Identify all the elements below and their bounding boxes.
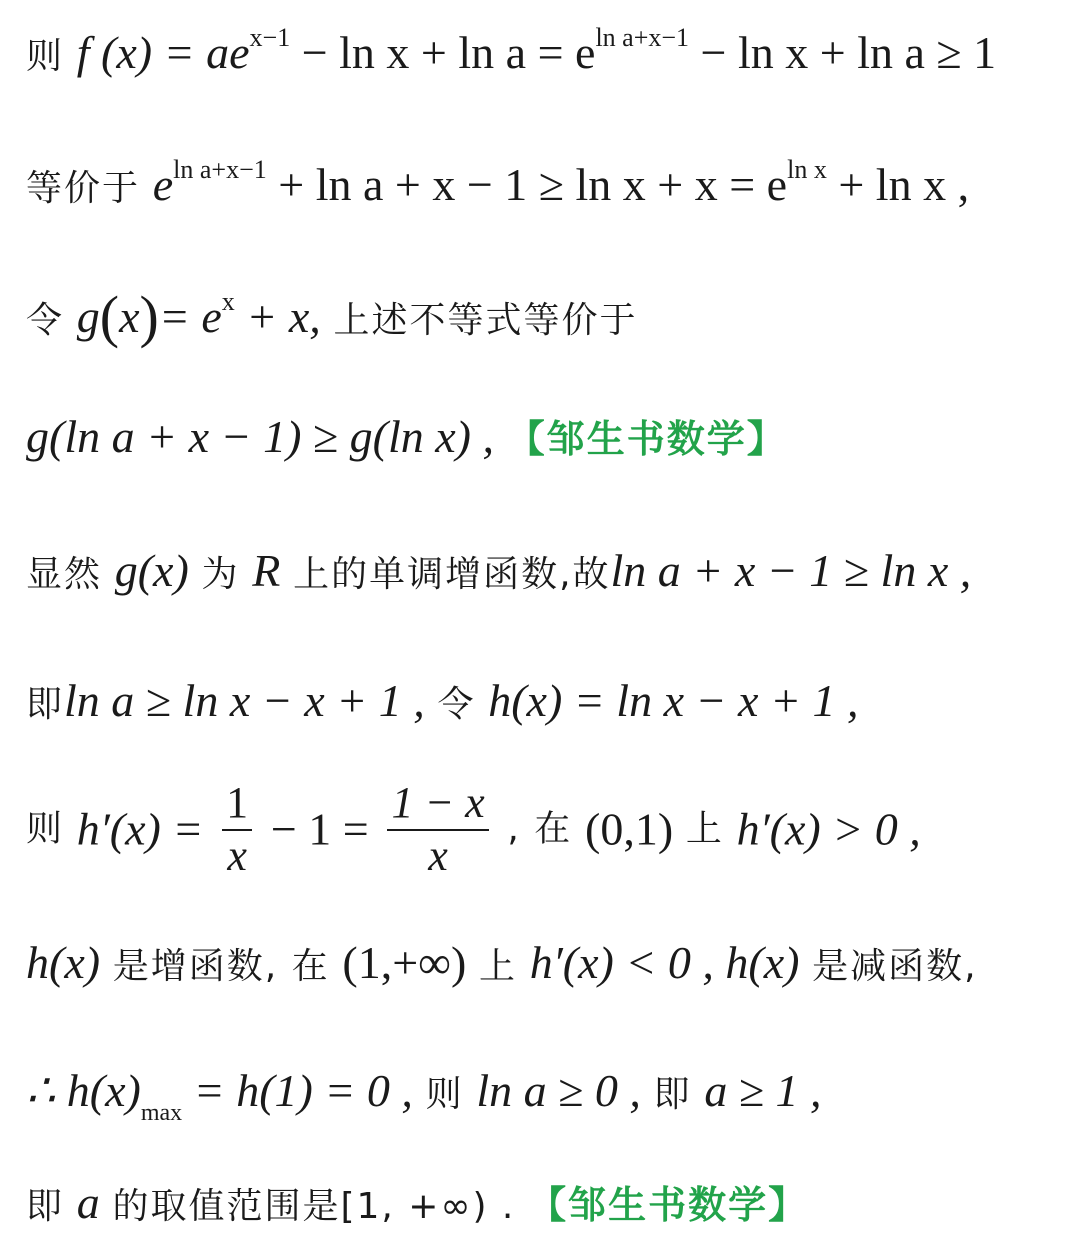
line-5-text-b: 上的单调增函数,故 <box>293 554 611 595</box>
line-4-expr: g(ln a + x − 1) ≥ g(ln x) , <box>26 411 494 462</box>
brand-watermark-2: 【邹生书数学】 <box>528 1183 809 1227</box>
line-9-expr-c: ln a ≥ 0 , <box>476 1065 641 1116</box>
line-10-text-a: 的取值范围是[1, +∞) . <box>112 1186 516 1227</box>
line-7-expr-a: h′(x) = <box>76 803 204 855</box>
line-1-exponent-b: ln a+x−1 <box>595 23 690 52</box>
line-6-prefix: 即 <box>26 684 65 725</box>
line-9-expr-a: ∴ h(x) <box>26 1065 141 1116</box>
line-2-exponent-b: ln x <box>787 155 827 184</box>
line-3-right-paren: ) <box>139 284 159 349</box>
line-7-expr-d: h′(x) > 0 , <box>736 803 921 855</box>
line-3-func-g: g <box>76 291 100 342</box>
line-1-expr-b: − ln x + ln a = e <box>290 27 596 78</box>
line-6-expr-b: h(x) = ln x − x + 1 , <box>488 675 859 726</box>
line-1-expr-c: − ln x + ln a ≥ 1 <box>689 27 997 78</box>
line-3-exponent: x <box>221 287 235 316</box>
line-2-expr-a: e <box>152 159 174 210</box>
line-8-text-a: 是增函数, 在 <box>112 946 330 987</box>
math-line-3 <box>26 284 638 349</box>
line-8-text-c: 是减函数, <box>812 946 978 987</box>
line-9-expr-d: a ≥ 1 , <box>704 1065 822 1116</box>
line-7-prefix: 则 <box>26 808 65 850</box>
line-3-suffix: 上述不等式等价于 <box>333 300 638 341</box>
math-line-9 <box>26 1065 822 1126</box>
line-10-prefix: 即 <box>26 1186 65 1227</box>
fraction-one-over-x <box>222 778 252 881</box>
line-2-expr-c: + ln x , <box>826 159 970 210</box>
line-3-left-paren: ( <box>99 284 120 349</box>
line-3-var-x: x <box>119 291 140 342</box>
line-5-expr-a: g(x) <box>114 545 189 596</box>
math-line-6 <box>26 675 859 726</box>
line-6-text-a: 令 <box>437 684 476 725</box>
fraction-2-denominator: x <box>387 829 488 882</box>
math-line-8 <box>26 937 978 988</box>
line-3-prefix: 令 <box>26 300 65 341</box>
line-2-prefix: 等价于 <box>26 168 141 209</box>
line-3-expr-c: = e <box>158 291 222 342</box>
line-2-expr-b: + ln a + x − 1 ≥ ln x + x = e <box>266 159 788 210</box>
line-1-prefix: 则 <box>26 36 65 77</box>
line-8-expr-a: h(x) <box>26 937 101 988</box>
line-9-subscript-max: max <box>140 1100 183 1126</box>
line-7-text-b: 上 <box>685 808 724 850</box>
fraction-1-denominator: x <box>222 829 252 882</box>
line-8-text-b: 上 <box>478 946 517 987</box>
math-line-7 <box>26 778 921 881</box>
line-5-expr-c: ln a + x − 1 ≥ ln x , <box>610 545 972 596</box>
fraction-one-minus-x-over-x <box>387 778 488 881</box>
line-5-text-a: 为 <box>201 554 240 595</box>
line-2-exponent-a: ln a+x−1 <box>173 155 267 184</box>
line-5-prefix: 显然 <box>26 554 103 595</box>
math-line-4 <box>26 411 787 462</box>
line-9-text-b: 即 <box>653 1074 692 1115</box>
line-9-expr-b: = h(1) = 0 , <box>182 1065 413 1116</box>
line-7-text-a: , 在 <box>507 808 573 850</box>
math-line-1 <box>26 23 997 78</box>
line-7-interval: (0,1) <box>585 803 674 855</box>
fraction-1-numerator: 1 <box>226 778 249 827</box>
math-line-5 <box>26 545 972 596</box>
line-10-var-a: a <box>76 1177 100 1228</box>
math-line-2 <box>26 155 970 210</box>
line-8-interval: (1,+∞) <box>342 937 467 988</box>
line-5-expr-b: R <box>252 545 281 596</box>
line-7-expr-b: − 1 = <box>270 803 369 855</box>
brand-watermark-1: 【邹生书数学】 <box>506 417 787 461</box>
line-8-expr-c: h′(x) < 0 , h(x) <box>529 937 800 988</box>
line-1-expr-a: f (x) = ae <box>76 27 250 78</box>
line-9-text-a: 则 <box>425 1074 464 1115</box>
math-line-10 <box>26 1177 809 1228</box>
fraction-2-numerator: 1 − x <box>391 778 485 827</box>
line-3-expr-d: + x, <box>234 291 321 342</box>
line-1-exponent-a: x−1 <box>249 23 291 52</box>
line-6-expr-a: ln a ≥ ln x − x + 1 , <box>64 675 425 726</box>
